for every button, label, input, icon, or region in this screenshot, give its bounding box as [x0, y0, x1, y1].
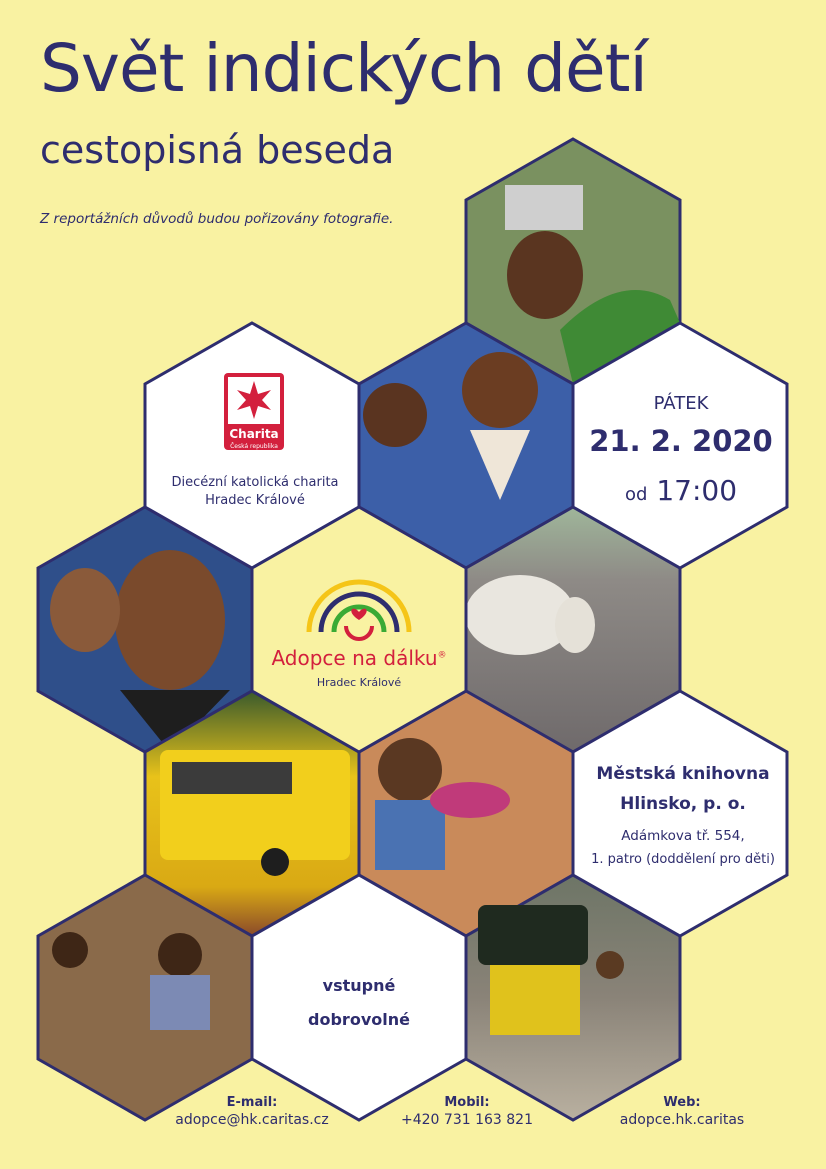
page-title: Svět indických dětí: [40, 30, 647, 107]
photo-notice: Z reportážních důvodů budou pořizovány fotografie.: [40, 211, 394, 227]
page-subtitle: cestopisná beseda: [40, 128, 395, 172]
email-link[interactable]: adopce@hk.caritas.cz: [175, 1112, 329, 1128]
contact-mobile: [367, 1095, 567, 1129]
adopce-logo-city: Hradec Králové: [316, 676, 402, 689]
organizer-name: [160, 474, 350, 510]
event-date: 21. 2. 2020: [589, 424, 773, 458]
event-day: PÁTEK: [653, 393, 709, 414]
contact-web: [582, 1095, 782, 1129]
event-time-prefix: od: [624, 484, 648, 505]
event-time: [586, 474, 776, 507]
venue-name-line1: Městská knihovna: [596, 764, 770, 784]
adopce-logo-name: Adopce na dálku: [271, 646, 438, 670]
web-link[interactable]: adopce.hk.caritas: [619, 1112, 745, 1128]
organizer-name-line2: Hradec Králové: [205, 493, 305, 508]
venue-address-line1: Adámkova tř. 554,: [621, 828, 745, 844]
registered-mark: ®: [437, 650, 447, 661]
email-label: E-mail:: [226, 1095, 278, 1110]
admission-line2: dobrovolné: [308, 1010, 410, 1029]
web-label: Web:: [663, 1095, 701, 1110]
charita-logo-subtext: Česká republika: [230, 443, 278, 450]
charita-logo-text: Charita: [229, 427, 279, 441]
mobile-number[interactable]: +420 731 163 821: [401, 1112, 533, 1128]
venue-name-line2: Hlinsko, p. o.: [620, 794, 746, 814]
mobile-label: Mobil:: [444, 1095, 490, 1110]
contact-email: [152, 1095, 352, 1129]
venue-address-line2: 1. patro (doddělení pro děti): [591, 852, 775, 867]
admission-line1: vstupné: [322, 976, 396, 995]
organizer-name-line1: Diecézní katolická charita: [171, 475, 339, 490]
adopce-logo-text: [255, 646, 463, 670]
event-time-value: 17:00: [656, 474, 738, 507]
